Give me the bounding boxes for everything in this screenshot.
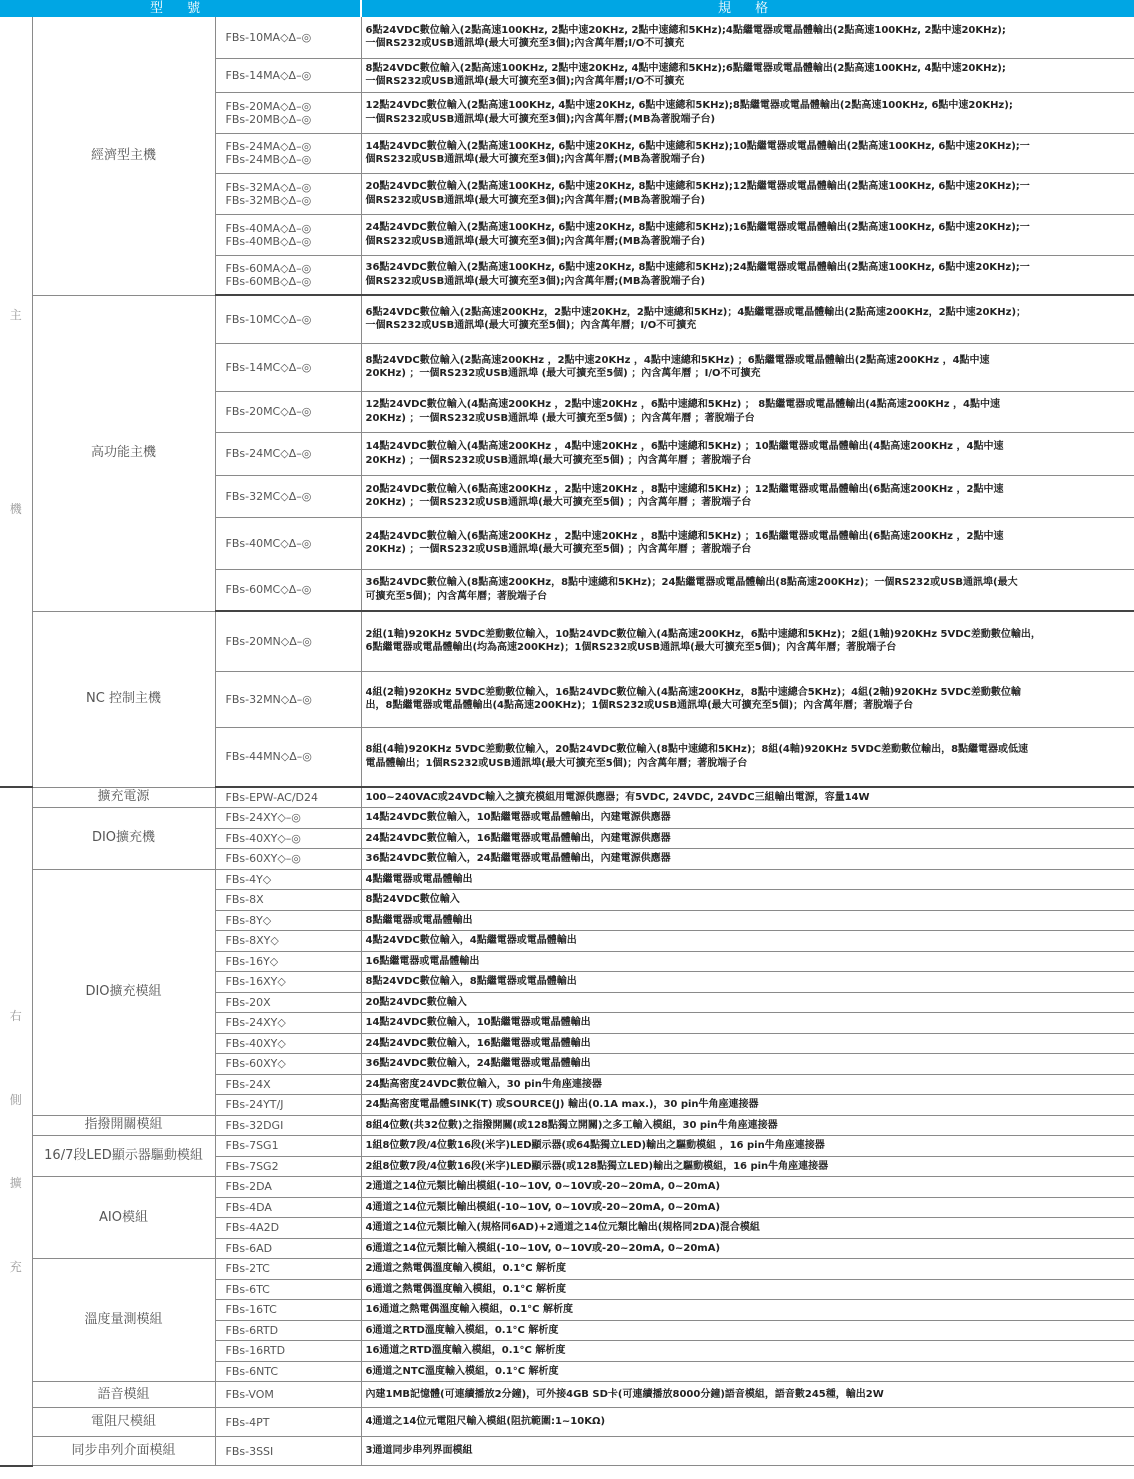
model-code: FBs-2TC bbox=[225, 1262, 270, 1276]
side-label-main bbox=[0, 17, 32, 787]
spec-cell bbox=[361, 828, 1134, 849]
spec-line: 14點24VDC數位輸入(4點高速200KHz ，4點中速20KHz ，6點中速總和5KHz) ；10點繼電器或電晶體輸出(4點高速200KHz ，4點中速 bbox=[365, 441, 1004, 452]
spec-cell bbox=[361, 992, 1134, 1013]
model-cell bbox=[215, 1320, 361, 1341]
model-code: FBs-24XY◇–◎ bbox=[225, 811, 301, 825]
spec-cell bbox=[361, 569, 1134, 611]
model-cell bbox=[215, 58, 361, 92]
side-char: 側 bbox=[9, 1092, 22, 1107]
model-code: FBs-4DA bbox=[225, 1200, 272, 1214]
category-high: 高功能主機 bbox=[32, 295, 215, 611]
spec-cell bbox=[361, 58, 1134, 92]
category-ssi: 同步串列介面模組 bbox=[32, 1437, 215, 1466]
model-cell bbox=[215, 1197, 361, 1218]
model-code: FBs-60XY◇–◎ bbox=[225, 852, 301, 866]
category-aio: AIO模組 bbox=[32, 1177, 215, 1259]
model-code: FBs-6RTD bbox=[225, 1323, 279, 1337]
table-row bbox=[0, 1259, 1134, 1280]
spec-line: 4點繼電器或電晶體輸出 bbox=[365, 873, 473, 885]
model-code: FBs-32MA◇Δ–◎ bbox=[225, 180, 312, 194]
model-cell bbox=[215, 1156, 361, 1177]
model-cell bbox=[215, 1033, 361, 1054]
model-cell bbox=[215, 890, 361, 911]
spec-cell bbox=[361, 787, 1134, 808]
model-cell bbox=[215, 214, 361, 255]
model-code: FBs-40MA◇Δ–◎ bbox=[225, 221, 312, 235]
spec-line: 6點繼電器或電晶體輸出(均為高速200KHz)；1個RS232或USB通訊埠(最大可擴充至5個)；內含萬年曆；著脫端子台 bbox=[365, 642, 897, 654]
spec-cell bbox=[361, 133, 1134, 173]
spec-cell bbox=[361, 1361, 1134, 1382]
model-code: FBs-60XY◇ bbox=[225, 1057, 286, 1071]
table-row bbox=[0, 1136, 1134, 1157]
model-cell bbox=[215, 1136, 361, 1157]
spec-cell bbox=[361, 1238, 1134, 1259]
model-code: FBs-7SG1 bbox=[225, 1139, 279, 1153]
model-cell bbox=[215, 1279, 361, 1300]
model-cell bbox=[215, 1341, 361, 1362]
spec-cell bbox=[361, 1074, 1134, 1095]
spec-line: 36點24VDC數位輸入，24點繼電器或電晶體輸出 bbox=[365, 1058, 591, 1069]
spec-line: 一個RS232或USB通訊埠(最大可擴充至3個);內含萬年曆;I/O不可擴充 bbox=[365, 38, 685, 50]
spec-line: 6通道之熱電偶溫度輸入模組，0.1°C 解析度 bbox=[365, 1283, 567, 1295]
model-cell bbox=[215, 1074, 361, 1095]
model-code: FBs-24MA◇Δ–◎ bbox=[225, 140, 312, 153]
category-dio_ext: DIO擴充機 bbox=[32, 808, 215, 870]
spec-line: 6點24VDC數位輸入(2點高速100KHz, 2點中速20KHz, 2點中速總和5KHz);4點繼電器或電晶體輸出(2點高速100KHz, 2點中速20KHz); bbox=[365, 24, 1006, 36]
model-cell bbox=[215, 1177, 361, 1198]
model-cell bbox=[215, 475, 361, 517]
spec-line: 14點24VDC數位輸入，10點繼電器或電晶體輸出，內建電源供應器 bbox=[365, 812, 671, 823]
model-cell bbox=[215, 391, 361, 432]
spec-line: 出，8點繼電器或電晶體輸出(4點高速200KHz)；1個RS232或USB通訊埠(最大可擴充至5個)；內含萬年曆；著脫端子台 bbox=[365, 700, 914, 711]
spec-cell bbox=[361, 1115, 1134, 1136]
model-code: FBs-4PT bbox=[225, 1415, 270, 1429]
model-code: FBs-20MN◇Δ–◎ bbox=[225, 634, 312, 648]
spec-cell bbox=[361, 1300, 1134, 1321]
spec-cell bbox=[361, 255, 1134, 295]
model-code: FBs-3SSI bbox=[225, 1444, 274, 1458]
spec-cell bbox=[361, 391, 1134, 432]
spec-cell bbox=[361, 1279, 1134, 1300]
spec-line: 1組8位數7段/4位數16段(米字)LED顯示器(或64點獨立LED)輸出之驅動模組 ，16 pin牛角座連接器 bbox=[365, 1140, 825, 1151]
side-label-ext bbox=[0, 787, 32, 1466]
spec-cell bbox=[361, 295, 1134, 343]
model-cell bbox=[215, 17, 361, 58]
model-cell bbox=[215, 1408, 361, 1437]
model-cell bbox=[215, 343, 361, 391]
spec-cell bbox=[361, 17, 1134, 58]
spec-cell bbox=[361, 931, 1134, 952]
model-code: FBs-6TC bbox=[225, 1282, 270, 1296]
spec-line: 6通道之RTD溫度輸入模組，0.1°C 解析度 bbox=[365, 1324, 559, 1336]
spec-line: 2組(1軸)920KHz 5VDC差動數位輸入，10點24VDC數位輸入(4點高速200KHz，6點中速總和5KHz)；2組(1軸)920KHz 5VDC差動數位輸出， bbox=[365, 628, 1041, 640]
model-cell bbox=[215, 611, 361, 671]
spec-line: 4通道之14位元電阻尺輸入模組(阻抗範圍:1~10KΩ) bbox=[365, 1416, 606, 1428]
spec-line: 100~240VAC或24VDC輸入之擴充模組用電源供應器；有5VDC, 24VDC, 24VDC三組輸出電源，容量14W bbox=[365, 791, 870, 803]
spec-line: 20點24VDC數位輸入 bbox=[365, 996, 467, 1008]
model-code: FBs-16XY◇ bbox=[225, 975, 286, 989]
model-cell bbox=[215, 133, 361, 173]
spec-cell bbox=[361, 869, 1134, 890]
spec-line: 24點高密度24VDC數位輸入，30 pin牛角座連接器 bbox=[365, 1078, 602, 1090]
category-power: 擴充電源 bbox=[32, 787, 215, 808]
model-code: FBs-40MC◇Δ–◎ bbox=[225, 536, 312, 550]
spec-cell bbox=[361, 1259, 1134, 1280]
spec-line: 20KHz) ；一個RS232或USB通訊埠 (最大可擴充至5個) ；內含萬年曆 ；I/O不可擴充 bbox=[365, 368, 761, 379]
spec-line: 12點24VDC數位輸入(2點高速100KHz, 4點中速20KHz, 6點中速總和5KHz);8點繼電器或電晶體輸出(2點高速100KHz, 6點中速20KHz); bbox=[365, 100, 1013, 111]
category-economy: 經濟型主機 bbox=[32, 17, 215, 295]
model-cell bbox=[215, 1013, 361, 1034]
side-char: 擴 bbox=[9, 1176, 22, 1190]
spec-cell bbox=[361, 475, 1134, 517]
spec-cell bbox=[361, 1197, 1134, 1218]
model-code: FBs-32MN◇Δ–◎ bbox=[225, 692, 312, 706]
spec-line: 16通道之熱電偶溫度輸入模組，0.1°C 解析度 bbox=[365, 1304, 573, 1315]
model-cell bbox=[215, 1218, 361, 1239]
table-row bbox=[0, 787, 1134, 808]
spec-cell bbox=[361, 1382, 1134, 1408]
model-code-alt: FBs-32MB◇Δ–◎ bbox=[225, 193, 312, 207]
spec-line: 14點24VDC數位輸入(2點高速100KHz, 6點中速20KHz, 6點中速總和5KHz);10點繼電器或電晶體輸出(2點高速100KHz, 6點中速20KHz);一 bbox=[365, 140, 1030, 152]
spec-cell bbox=[361, 611, 1134, 671]
model-cell bbox=[215, 1095, 361, 1116]
model-cell bbox=[215, 808, 361, 829]
model-cell bbox=[215, 849, 361, 870]
spec-cell bbox=[361, 1136, 1134, 1157]
model-cell bbox=[215, 1437, 361, 1466]
spec-line: 一個RS232或USB通訊埠(最大可擴充至5個)；內含萬年曆；I/O不可擴充 bbox=[365, 320, 697, 332]
spec-line: 2通道之熱電偶溫度輸入模組，0.1°C 解析度 bbox=[365, 1263, 567, 1274]
table-row bbox=[0, 295, 1134, 343]
spec-line: 8點24VDC數位輸入(2點高速100KHz, 2點中速20KHz, 4點中速總和5KHz);6點繼電器或電晶體輸出(2點高速100KHz, 4點中速20KHz); bbox=[365, 62, 1006, 74]
model-code: FBs-32DGI bbox=[225, 1118, 284, 1132]
spec-line: 8組4位數(共32位數)之指撥開關(或128點獨立開關)之多工輸入模組，30 pin牛角座連接器 bbox=[365, 1119, 778, 1131]
model-cell bbox=[215, 727, 361, 787]
table-row bbox=[0, 1437, 1134, 1466]
spec-line: 6通道之14位元類比輸入模組(-10~10V, 0~10V或-20~20mA, 0~20mA) bbox=[365, 1242, 721, 1254]
model-code-alt: FBs-60MB◇Δ–◎ bbox=[225, 274, 312, 288]
model-code: FBs-10MA◇Δ–◎ bbox=[225, 30, 312, 44]
model-code: FBs-8Y◇ bbox=[225, 913, 272, 927]
model-code: FBs-20MC◇Δ–◎ bbox=[225, 405, 312, 418]
model-cell bbox=[215, 92, 361, 133]
spec-line: 電晶體輸出；1個RS232或USB通訊埠(最大可擴充至5個)；內含萬年曆；著脫端子台 bbox=[365, 757, 748, 769]
model-cell bbox=[215, 1361, 361, 1382]
model-cell bbox=[215, 517, 361, 569]
spec-cell bbox=[361, 1177, 1134, 1198]
spec-line: 14點24VDC數位輸入，10點繼電器或電晶體輸出 bbox=[365, 1017, 591, 1028]
spec-line: 24點24VDC數位輸入(6點高速200KHz ，2點中速20KHz ，8點中速總和5KHz) ；16點繼電器或電晶體輸出(6點高速200KHz ，2點中速 bbox=[365, 530, 1004, 542]
spec-cell bbox=[361, 1054, 1134, 1075]
spec-line: 8點24VDC數位輸入(2點高速200KHz ，2點中速20KHz ，4點中速總和5KHz) ；6點繼電器或電晶體輸出(2點高速200KHz ，4點中速 bbox=[365, 354, 990, 366]
spec-line: 36點24VDC數位輸入(8點高速200KHz，8點中速總和5KHz)；24點繼電器或電晶體輸出(8點高速200KHz)；一個RS232或USB通訊埠(最大 bbox=[365, 577, 1018, 589]
spec-line: 4點24VDC數位輸入，4點繼電器或電晶體輸出 bbox=[365, 935, 577, 946]
spec-cell bbox=[361, 1408, 1134, 1437]
side-char: 充 bbox=[9, 1259, 22, 1274]
spec-cell bbox=[361, 1320, 1134, 1341]
table-row bbox=[0, 808, 1134, 829]
spec-line: 24點24VDC數位輸入，16點繼電器或電晶體輸出 bbox=[365, 1037, 591, 1049]
spec-line: 20KHz) ；一個RS232或USB通訊埠(最大可擴充至5個) ；內含萬年曆 ；著脫端子台 bbox=[365, 544, 752, 555]
model-cell bbox=[215, 1382, 361, 1408]
model-cell bbox=[215, 432, 361, 475]
model-code: FBs-6AD bbox=[225, 1241, 273, 1255]
spec-line: 20點24VDC數位輸入(6點高速200KHz ，2點中速20KHz ，8點中速總和5KHz) ；12點繼電器或電晶體輸出(6點高速200KHz ，2點中速 bbox=[365, 483, 1004, 495]
category-led: 16/7段LED顯示器驅動模組 bbox=[32, 1136, 215, 1177]
spec-line: 內建1MB記憶體(可連續播放2分鐘)，可外接4GB SD卡(可連續播放8000分鐘)語音模組，語音數245種，輸出2W bbox=[365, 1388, 884, 1400]
model-code: FBs-4A2D bbox=[225, 1221, 280, 1235]
spec-cell bbox=[361, 214, 1134, 255]
model-cell bbox=[215, 173, 361, 214]
spec-line: 20點24VDC數位輸入(2點高速100KHz, 6點中速20KHz, 8點中速總和5KHz);12點繼電器或電晶體輸出(2點高速100KHz, 6點中速20KHz);一 bbox=[365, 181, 1030, 192]
table-row bbox=[0, 1382, 1134, 1408]
spec-cell bbox=[361, 951, 1134, 972]
model-code: FBs-4Y◇ bbox=[225, 872, 272, 886]
spec-line: 8點24VDC數位輸入 bbox=[365, 894, 460, 905]
model-code: FBs-2DA bbox=[225, 1180, 272, 1194]
spec-line: 20KHz) ；一個RS232或USB通訊埠(最大可擴充至5個) ；內含萬年曆 ；著脫端子台 bbox=[365, 497, 752, 508]
model-code: FBs-44MN◇Δ–◎ bbox=[225, 750, 312, 764]
table-row bbox=[0, 611, 1134, 671]
model-code: FBs-24MC◇Δ–◎ bbox=[225, 447, 312, 460]
spec-line: 8點24VDC數位輸入，8點繼電器或電晶體輸出 bbox=[365, 976, 577, 987]
model-code: FBs-14MC◇Δ–◎ bbox=[225, 360, 312, 374]
model-code: FBs-VOM bbox=[225, 1388, 274, 1401]
table-row bbox=[0, 1408, 1134, 1437]
spec-cell bbox=[361, 1013, 1134, 1034]
spec-line: 一個RS232或USB通訊埠(最大可擴充至3個);內含萬年曆;I/O不可擴充 bbox=[365, 76, 685, 87]
spec-line: 36點24VDC數位輸入(2點高速100KHz, 6點中速20KHz, 8點中速總和5KHz);24點繼電器或電晶體輸出(2點高速100KHz, 6點中速20KHz);一 bbox=[365, 262, 1030, 274]
spec-cell bbox=[361, 1437, 1134, 1466]
model-cell bbox=[215, 951, 361, 972]
model-code: FBs-20X bbox=[225, 995, 271, 1009]
model-code: FBs-8X bbox=[225, 893, 264, 907]
model-cell bbox=[215, 671, 361, 727]
spec-line: 24點24VDC數位輸入，16點繼電器或電晶體輸出，內建電源供應器 bbox=[365, 832, 671, 844]
model-cell bbox=[215, 828, 361, 849]
spec-cell bbox=[361, 808, 1134, 829]
model-cell bbox=[215, 1300, 361, 1321]
spec-line: 6點24VDC數位輸入(2點高速200KHz，2點中速20KHz，2點中速總和5KHz)；4點繼電器或電晶體輸出(2點高速200KHz，2點中速20KHz)； bbox=[365, 306, 1027, 318]
spec-line: 8點繼電器或電晶體輸出 bbox=[365, 914, 473, 926]
model-code: FBs-20MA◇Δ–◎ bbox=[225, 99, 312, 113]
model-cell bbox=[215, 1054, 361, 1075]
model-code: FBs-40XY◇ bbox=[225, 1036, 286, 1050]
spec-cell bbox=[361, 1341, 1134, 1362]
spec-cell bbox=[361, 727, 1134, 787]
spec-line: 20KHz) ；一個RS232或USB通訊埠(最大可擴充至5個) ；內含萬年曆 ；著脫端子台 bbox=[365, 454, 752, 466]
model-cell bbox=[215, 1259, 361, 1280]
model-code: FBs-10MC◇Δ–◎ bbox=[225, 312, 312, 326]
spec-cell bbox=[361, 92, 1134, 133]
model-cell bbox=[215, 910, 361, 931]
model-cell bbox=[215, 1115, 361, 1136]
category-ptm: 電阻尺模組 bbox=[32, 1408, 215, 1437]
category-temp: 溫度量測模組 bbox=[32, 1259, 215, 1382]
header-spec: 規 格 bbox=[361, 0, 1134, 17]
model-code: FBs-40XY◇–◎ bbox=[225, 831, 301, 845]
spec-cell bbox=[361, 910, 1134, 931]
spec-cell bbox=[361, 1095, 1134, 1116]
spec-line: 36點24VDC數位輸入，24點繼電器或電晶體輸出，內建電源供應器 bbox=[365, 853, 671, 864]
spec-line: 12點24VDC數位輸入(4點高速200KHz ，2點中速20KHz ，6點中速總和5KHz) ； 8點繼電器或電晶體輸出(4點高速200KHz ，4點中速 bbox=[365, 399, 1000, 410]
spec-cell bbox=[361, 432, 1134, 475]
side-char: 主 bbox=[9, 308, 22, 322]
spec-cell bbox=[361, 173, 1134, 214]
table-row bbox=[0, 869, 1134, 890]
table-row bbox=[0, 1115, 1134, 1136]
spec-line: 個RS232或USB通訊埠(最大可擴充至3個);內含萬年曆;(MB為著脫端子台) bbox=[365, 235, 706, 247]
model-code: FBs-24X bbox=[225, 1077, 271, 1091]
model-cell bbox=[215, 992, 361, 1013]
model-code: FBs-14MA◇Δ–◎ bbox=[225, 68, 312, 82]
model-cell bbox=[215, 569, 361, 611]
model-code: FBs-16TC bbox=[225, 1303, 277, 1317]
side-char: 右 bbox=[9, 1009, 22, 1023]
model-cell bbox=[215, 295, 361, 343]
spec-line: 16點繼電器或電晶體輸出 bbox=[365, 955, 480, 967]
spec-cell bbox=[361, 1218, 1134, 1239]
spec-line: 8組(4軸)920KHz 5VDC差動數位輸入，20點24VDC數位輸入(8點中速總和5KHz)；8組(4軸)920KHz 5VDC差動數位輸出，8點繼電器或低速 bbox=[365, 744, 1029, 756]
model-cell bbox=[215, 931, 361, 952]
spec-line: 4通道之14位元類比輸入(規格同6AD)+2通道之14位元類比輸出(規格同2DA)混合模組 bbox=[365, 1222, 760, 1233]
model-code: FBs-8XY◇ bbox=[225, 934, 279, 948]
model-code: FBs-24YT/J bbox=[225, 1098, 284, 1112]
spec-line: 16通道之RTD溫度輸入模組，0.1°C 解析度 bbox=[365, 1345, 566, 1356]
spec-cell bbox=[361, 1033, 1134, 1054]
model-code: FBs-24XY◇ bbox=[225, 1016, 286, 1030]
spec-line: 個RS232或USB通訊埠(最大可擴充至3個);內含萬年曆;(MB為著脫端子台) bbox=[365, 194, 706, 206]
category-thumb: 指撥開關模組 bbox=[32, 1115, 215, 1136]
spec-line: 一個RS232或USB通訊埠(最大可擴充至3個);內含萬年曆;(MB為著脫端子台) bbox=[365, 113, 716, 125]
table-row bbox=[0, 1177, 1134, 1198]
category-nc: NC 控制主機 bbox=[32, 611, 215, 787]
model-code-alt: FBs-24MB◇Δ–◎ bbox=[225, 153, 312, 166]
spec-line: 4組(2軸)920KHz 5VDC差動數位輸入，16點24VDC數位輸入(4點高速200KHz，8點中速總合5KHz)；4組(2軸)920KHz 5VDC差動數位輸 bbox=[365, 686, 1021, 698]
spec-cell bbox=[361, 343, 1134, 391]
spec-line: 24點24VDC數位輸入(2點高速100KHz, 6點中速20KHz, 8點中速總和5KHz);16點繼電器或電晶體輸出(2點高速100KHz, 6點中速20KHz);一 bbox=[365, 222, 1030, 233]
header-model: 型 號 bbox=[0, 0, 361, 17]
model-cell bbox=[215, 255, 361, 295]
model-cell bbox=[215, 869, 361, 890]
spec-line: 個RS232或USB通訊埠(最大可擴充至3個);內含萬年曆;(MB為著脫端子台) bbox=[365, 275, 706, 287]
category-dio_mod: DIO擴充模組 bbox=[32, 869, 215, 1115]
model-code-alt: FBs-40MB◇Δ–◎ bbox=[225, 234, 312, 248]
spec-line: 個RS232或USB通訊埠(最大可擴充至3個);內含萬年曆;(MB為著脫端子台) bbox=[365, 154, 706, 165]
spec-line: 2組8位數7段/4位數16段(米字)LED顯示器(或128點獨立LED)輸出之驅動模組，16 pin牛角座連接器 bbox=[365, 1160, 829, 1172]
model-code: FBs-7SG2 bbox=[225, 1159, 279, 1173]
spec-line: 可擴充至5個)；內含萬年曆；著脫端子台 bbox=[365, 590, 548, 602]
model-code: FBs-EPW-AC/D24 bbox=[225, 791, 319, 804]
model-code: FBs-16Y◇ bbox=[225, 954, 279, 968]
spec-cell bbox=[361, 671, 1134, 727]
model-cell bbox=[215, 787, 361, 808]
spec-line: 2通道之14位元類比輸出模組(-10~10V, 0~10V或-20~20mA, 0~20mA) bbox=[365, 1181, 721, 1192]
spec-line: 6通道之NTC溫度輸入模組，0.1°C 解析度 bbox=[365, 1365, 559, 1377]
model-code: FBs-16RTD bbox=[225, 1344, 286, 1358]
model-code-alt: FBs-20MB◇Δ–◎ bbox=[225, 112, 312, 126]
spec-line: 3通道同步串列界面模組 bbox=[365, 1445, 473, 1457]
model-code: FBs-32MC◇Δ–◎ bbox=[225, 489, 312, 503]
spec-cell bbox=[361, 517, 1134, 569]
model-code: FBs-60MC◇Δ–◎ bbox=[225, 583, 312, 597]
category-voice: 語音模組 bbox=[32, 1382, 215, 1408]
model-code: FBs-60MA◇Δ–◎ bbox=[225, 261, 312, 275]
header-row bbox=[0, 0, 1134, 17]
spec-line: 24點高密度電晶體SINK(T) 或SOURCE(J) 輸出(0.1A max.)，30 pin牛角座連接器 bbox=[365, 1099, 759, 1110]
spec-cell bbox=[361, 849, 1134, 870]
model-cell bbox=[215, 972, 361, 993]
side-char: 機 bbox=[9, 501, 22, 516]
model-cell bbox=[215, 1238, 361, 1259]
model-code: FBs-6NTC bbox=[225, 1364, 279, 1378]
spec-cell bbox=[361, 890, 1134, 911]
spec-line: 20KHz) ；一個RS232或USB通訊埠 (最大可擴充至5個) ；內含萬年曆 ；著脫端子台 bbox=[365, 412, 755, 424]
spec-cell bbox=[361, 972, 1134, 993]
spec-cell bbox=[361, 1156, 1134, 1177]
table-row bbox=[0, 17, 1134, 58]
spec-line: 4通道之14位元類比輸出模組(-10~10V, 0~10V或-20~20mA, 0~20mA) bbox=[365, 1201, 721, 1213]
